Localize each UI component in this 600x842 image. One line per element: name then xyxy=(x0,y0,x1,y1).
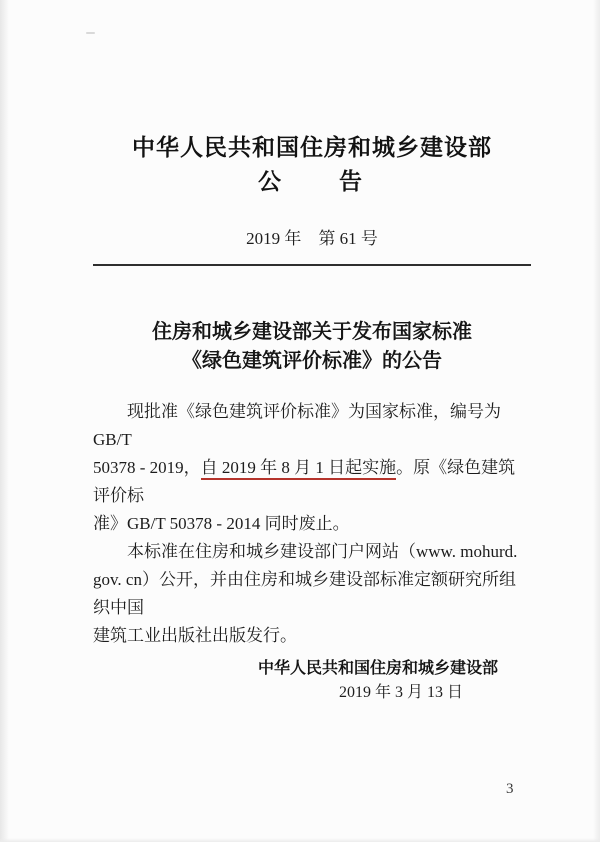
paragraph2-line3: 建筑工业出版社出版发行。 xyxy=(93,626,297,645)
page-edge-right xyxy=(593,0,600,842)
paragraph2-line2: gov. cn）公开，并由住房和城乡建设部标准定额研究所组织中国 xyxy=(93,570,516,617)
ministry-title: 中华人民共和国住房和城乡建设部 xyxy=(132,134,492,160)
paragraph1-line1: 现批准《绿色建筑评价标准》为国家标准，编号为 GB/T xyxy=(93,402,501,449)
paragraph1-line2-post: 。原《绿色建筑评价标 xyxy=(93,458,516,505)
paragraph1-line3: 准》GB/T 50378 - 2014 同时废止。 xyxy=(93,514,350,533)
paragraph1-line2 xyxy=(93,454,531,510)
doc-heading-line2: 《绿色建筑评价标准》的公告 xyxy=(182,350,442,372)
implementation-date-underlined: 自 2019 年 8 月 1 日起实施 xyxy=(201,458,397,480)
divider-rule xyxy=(93,264,531,266)
issue-number: 2019 年 第 61 号 xyxy=(246,229,378,248)
signature-date: 2019 年 3 月 13 日 xyxy=(338,684,463,701)
doc-heading-line1: 住房和城乡建设部关于发布国家标准 xyxy=(152,321,472,343)
announcement-label: 公 告 xyxy=(258,168,366,194)
page-number: 3 xyxy=(506,781,514,797)
paragraph2-line1: 本标准在住房和城乡建设部门户网站（www. mohurd. xyxy=(127,542,518,561)
doc-body xyxy=(93,398,531,650)
page-edge-bottom xyxy=(0,838,600,842)
page-edge-left xyxy=(0,0,9,842)
doc-heading xyxy=(93,318,531,376)
signature-organization: 中华人民共和国住房和城乡建设部 xyxy=(257,660,498,677)
document-content xyxy=(93,0,531,704)
paragraph1-line2-pre: 50378 - 2019， xyxy=(93,458,201,477)
